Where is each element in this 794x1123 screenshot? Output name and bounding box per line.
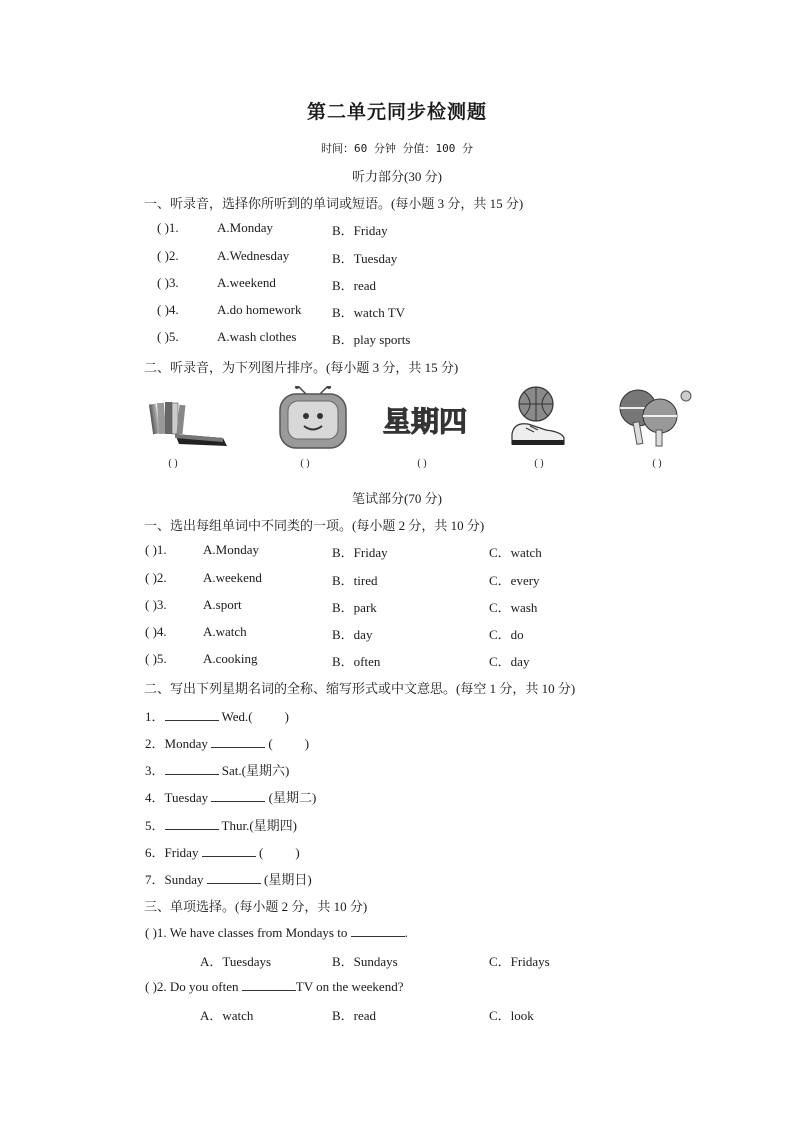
picture-paren[interactable]: ( ): [417, 458, 427, 469]
option-b[interactable]: B．read: [332, 278, 377, 293]
item-tail: ): [295, 845, 300, 860]
exam-meta: 时间：60 分钟 分值：100 分: [321, 142, 473, 155]
item-num: 7．: [145, 872, 165, 887]
ping-pong-icon: [612, 386, 702, 450]
option-c[interactable]: C．every: [489, 573, 540, 588]
option-c[interactable]: C．look: [489, 1008, 534, 1023]
basketball-shoes-icon: [500, 386, 590, 450]
item-num: 3．: [145, 763, 165, 778]
option-a[interactable]: A.cooking: [203, 651, 258, 666]
item-post: Wed.(: [221, 709, 253, 724]
question-stem-b: TV on the weekend?: [295, 979, 404, 994]
option-a[interactable]: A.weekend: [217, 275, 276, 290]
list-item: [145, 787, 316, 805]
option-b[interactable]: B．Friday: [332, 545, 388, 560]
answer-blank[interactable]: [165, 708, 219, 721]
listening-part1-heading: 一、听录音，选择你所听到的单词或短语。(每小题 3 分，共 15 分): [144, 196, 524, 211]
option-b[interactable]: B．Tuesday: [332, 251, 398, 266]
option-c[interactable]: C．do: [489, 627, 524, 642]
item-tail: ): [284, 709, 289, 724]
list-item-num: ( )1.: [145, 542, 167, 557]
listening-part2-heading: 二、听录音，为下列图片排序。(每小题 3 分，共 15 分): [144, 360, 459, 375]
list-item: [145, 842, 300, 860]
answer-blank[interactable]: [242, 978, 296, 991]
item-num: 4．: [145, 790, 165, 805]
option-a[interactable]: A.Monday: [217, 220, 273, 235]
picture-paren[interactable]: ( ): [534, 458, 544, 469]
list-item: [145, 760, 289, 778]
option-a[interactable]: A.do homework: [217, 302, 302, 317]
option-b[interactable]: B．park: [332, 600, 377, 615]
answer-blank[interactable]: [211, 735, 265, 748]
option-b[interactable]: B．play sports: [332, 332, 411, 347]
item-num: 5．: [145, 818, 165, 833]
list-item: [145, 706, 289, 724]
writing-part3-heading: 三、单项选择。(每小题 2 分，共 10 分): [144, 899, 368, 914]
item-num: 6．: [145, 845, 165, 860]
item-post: (星期日): [260, 872, 312, 887]
answer-blank[interactable]: [165, 817, 219, 830]
item-num: 1．: [145, 709, 165, 724]
list-item-num: ( )2.: [145, 570, 167, 585]
option-c[interactable]: C．watch: [489, 545, 542, 560]
writing-header: 笔试部分(70 分): [352, 491, 442, 506]
list-item: [145, 869, 312, 887]
item-pre: Friday: [164, 845, 202, 860]
item-pre: Tuesday: [164, 790, 212, 805]
list-item-num: ( )3.: [145, 597, 167, 612]
picture-paren[interactable]: ( ): [168, 458, 178, 469]
item-post: (星期二): [265, 790, 317, 805]
option-b[interactable]: B．day: [332, 627, 373, 642]
question-num: ( )2.: [145, 979, 167, 994]
question-2: [145, 978, 403, 996]
list-item-num: ( )2.: [157, 248, 179, 263]
list-item-num: ( )3.: [157, 275, 179, 290]
answer-blank[interactable]: [207, 871, 261, 884]
list-item-num: ( )1.: [157, 220, 179, 235]
thursday-icon: [380, 386, 470, 450]
question-stem-a: We have classes from Mondays to: [169, 925, 351, 940]
list-item: [145, 733, 309, 751]
listening-header: 听力部分(30 分): [352, 169, 442, 184]
item-post: Thur.(星期四): [221, 818, 297, 833]
list-item: [145, 815, 297, 833]
thursday-text: 星期四: [382, 405, 468, 438]
option-a[interactable]: A.weekend: [203, 570, 262, 585]
option-b[interactable]: B．tired: [332, 573, 378, 588]
list-item-num: ( )4.: [157, 302, 179, 317]
option-a[interactable]: A．Tuesdays: [200, 954, 272, 969]
list-item-num: ( )5.: [145, 651, 167, 666]
option-a[interactable]: A.Wednesday: [217, 248, 290, 263]
option-c[interactable]: C．Fridays: [489, 954, 550, 969]
option-a[interactable]: A.sport: [203, 597, 242, 612]
item-post: Sat.(星期六): [221, 763, 290, 778]
question-num: ( )1.: [145, 925, 167, 940]
answer-blank[interactable]: [202, 844, 256, 857]
answer-blank[interactable]: [165, 762, 219, 775]
question-1: [145, 924, 408, 942]
option-b[interactable]: B．often: [332, 654, 381, 669]
picture-paren[interactable]: ( ): [300, 458, 310, 469]
option-a[interactable]: A.wash clothes: [217, 329, 297, 344]
item-pre: Monday: [164, 736, 212, 751]
answer-blank[interactable]: [211, 789, 265, 802]
item-post: (: [255, 845, 264, 860]
writing-part1-heading: 一、选出每组单词中不同类的一项。(每小题 2 分，共 10 分): [144, 518, 485, 533]
tv-icon: [268, 386, 358, 450]
question-stem-a: Do you often: [169, 979, 242, 994]
option-a[interactable]: A.watch: [203, 624, 247, 639]
option-c[interactable]: C．wash: [489, 600, 538, 615]
answer-blank[interactable]: [351, 924, 405, 937]
option-b[interactable]: B．Sundays: [332, 954, 398, 969]
item-post: (: [265, 736, 273, 751]
picture-paren[interactable]: ( ): [652, 458, 662, 469]
option-b[interactable]: B．watch TV: [332, 305, 406, 320]
list-item-num: ( )4.: [145, 624, 167, 639]
list-item-num: ( )5.: [157, 329, 179, 344]
question-stem-b: .: [404, 925, 408, 940]
option-a[interactable]: A.Monday: [203, 542, 259, 557]
page-title: 第二单元同步检测题: [306, 102, 487, 123]
item-num: 2．: [145, 736, 165, 751]
item-tail: ): [304, 736, 310, 751]
books-icon: [145, 386, 235, 450]
item-pre: Sunday: [164, 872, 207, 887]
option-b[interactable]: B．Friday: [332, 223, 388, 238]
option-a[interactable]: A．watch: [200, 1008, 254, 1023]
writing-part2-heading: 二、写出下列星期名词的全称、缩写形式或中文意思。(每空 1 分，共 10 分): [144, 681, 576, 696]
option-c[interactable]: C．day: [489, 654, 530, 669]
option-b[interactable]: B．read: [332, 1008, 377, 1023]
